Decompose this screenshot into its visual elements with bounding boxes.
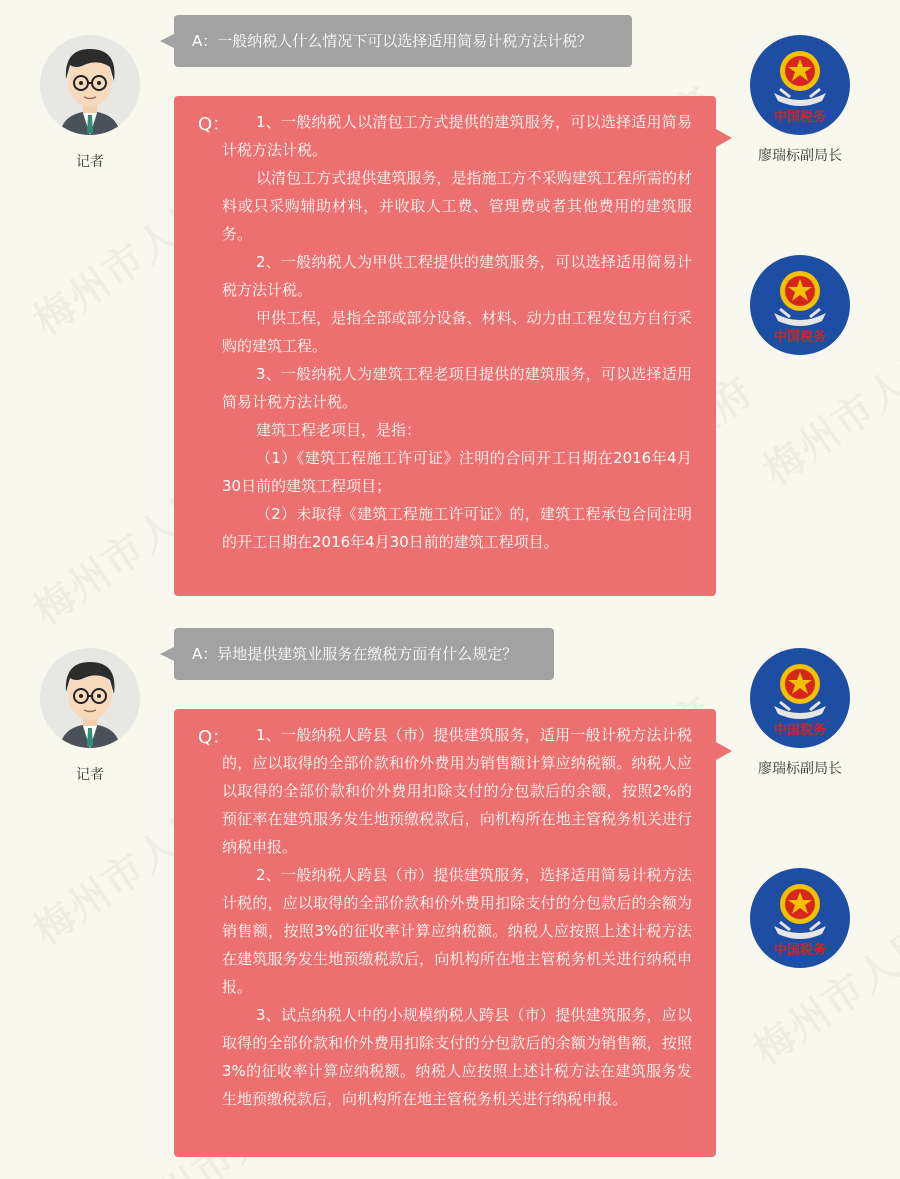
reporter-profile [40,35,140,171]
answer-paragraph: （1）《建筑工程施工许可证》注明的合同开工日期在2016年4月30日前的建筑工程项目； [222,449,692,495]
emblem-text: 中国税务 [773,110,827,125]
tax-emblem-icon [750,35,850,135]
answer-paragraph: 以清包工方式提供建筑服务，是指施工方不采购建筑工程所需的材料或只采购辅助材料，并收取人工费、管理费或者其他费用的建筑服务。 [222,169,692,243]
emblem-text: 中国税务 [773,723,827,738]
answer-paragraph: 2、一般纳税人跨县（市）提供建筑服务，选择适用简易计税方法计税的，应以取得的全部价款和价外费用扣除支付的分包款后的余额为销售额，按照3%的征收率计算应纳税额。纳税人应按照上述计税方法在建筑服务发生地预缴税款后，向机构所在地主管税务机关进行纳税申报。 [222,866,692,996]
reporter-label: 记者 [76,767,104,783]
official-profile [740,648,860,778]
reporter-avatar [40,648,140,748]
answer-paragraph: 甲供工程，是指全部或部分设备、材料、动力由工程发包方自行采购的建筑工程。 [222,309,692,355]
answer-paragraph: 1、一般纳税人跨县（市）提供建筑服务，适用一般计税方法计税的，应以取得的全部价款和价外费用为销售额计算应纳税额。纳税人应以取得的全部价款和价外费用扣除支付的分包款后的余额，按照2%的预征率在建筑服务发生地预缴税款后，向机构所在地主管税务机关进行纳税申报。 [222,726,692,856]
tax-emblem-icon [750,255,850,355]
answer-bubble [174,709,716,1157]
tax-emblem-icon [750,868,850,968]
answer-paragraph: （2）未取得《建筑工程施工许可证》的，建筑工程承包合同注明的开工日期在2016年4月30日前的建筑工程项目。 [222,505,692,551]
answer-paragraph: 3、一般纳税人为建筑工程老项目提供的建筑服务，可以选择适用简易计税方法计税。 [222,365,692,411]
qa-block-2 [0,613,900,1173]
answer-paragraph: 2、一般纳税人为甲供工程提供的建筑服务，可以选择适用简易计税方法计税。 [222,253,692,299]
emblem-text: 中国税务 [773,943,827,958]
emblem-text: 中国税务 [773,330,827,345]
official-label: 廖瑞标副局长 [758,761,842,777]
reporter-label: 记者 [76,154,104,170]
official-profile-secondary [740,255,860,355]
answer-paragraph: 1、一般纳税人以清包工方式提供的建筑服务，可以选择适用简易计税方法计税。 [222,113,692,159]
tax-emblem-icon [750,648,850,748]
question-bubble: A：一般纳税人什么情况下可以选择适用简易计税方法计税？ [174,15,632,67]
official-profile-secondary [740,868,860,968]
reporter-profile [40,648,140,784]
answer-prefix: Q： [198,727,231,748]
answer-bubble [174,96,716,596]
official-label: 廖瑞标副局长 [758,148,842,164]
answer-paragraph: 建筑工程老项目，是指： [256,421,422,439]
answer-paragraph: 3、试点纳税人中的小规模纳税人跨县（市）提供建筑服务，应以取得的全部价款和价外费用扣除支付的分包款后的余额为销售额，按照3%的征收率计算应纳税额。纳税人应按照上述计税方法在建筑服务发生地预缴税款后，向机构所在地主管税务机关进行纳税申报。 [222,1006,692,1108]
answer-prefix: Q： [198,114,231,135]
question-bubble: A：异地提供建筑业服务在缴税方面有什么规定？ [174,628,554,680]
official-profile [740,35,860,165]
reporter-avatar [40,35,140,135]
